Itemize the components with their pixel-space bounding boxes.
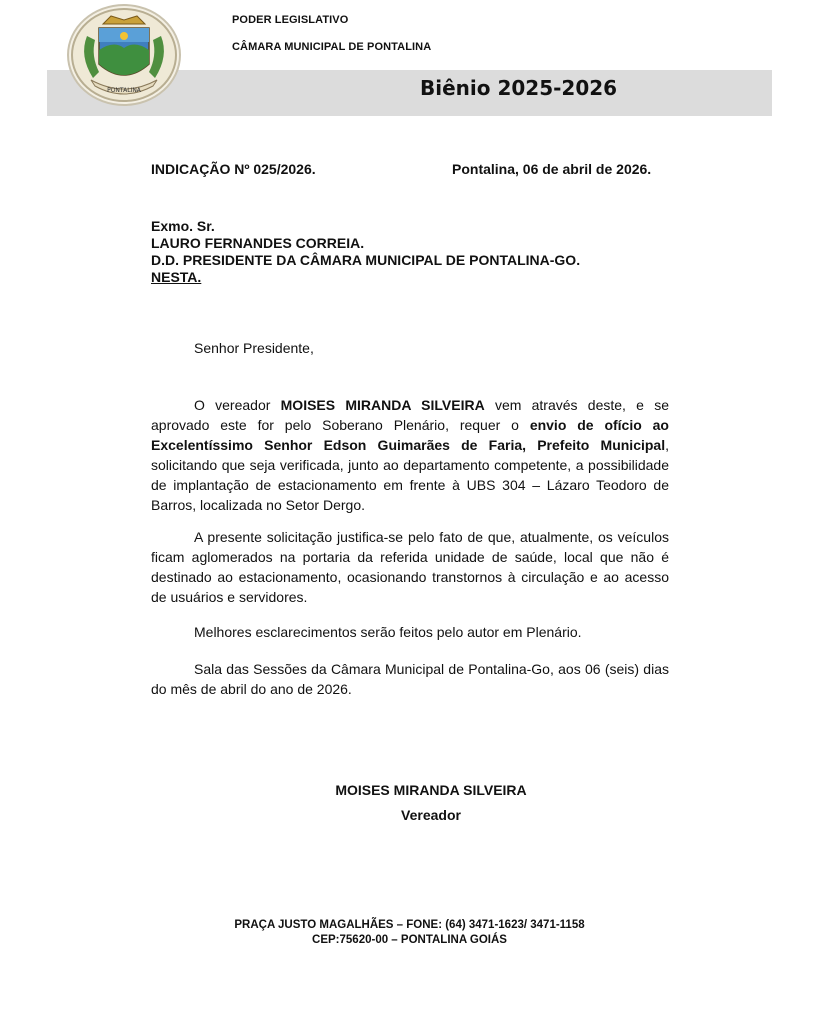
footer-address: PRAÇA JUSTO MAGALHÃES – FONE: (64) 3471-1623/ 3471-1158 — [234, 919, 585, 931]
p1-end: , solicitando que seja verificada, junto ao departamento competente, a possibilidade de implantação de estacionamento em frente à UBS 304 – Lázaro Teodoro de Barros, localizada no Setor Dergo. — [151, 437, 669, 513]
p1-request: envio de ofício ao Excelentíssimo Senhor Edson Guimarães de Faria, Prefeito Municipal — [151, 417, 669, 453]
addressee-name: LAURO FERNANDES CORREIA. — [151, 235, 365, 251]
footer-postal: CEP:75620-00 – PONTALINA GOIÁS — [312, 934, 507, 946]
paragraph-session: Sala das Sessões da Câmara Municipal de Pontalina-Go, aos 06 (seis) dias do mês de abril do ano de 2026. — [151, 661, 669, 697]
svg-text:PONTALINA: PONTALINA — [107, 87, 141, 94]
addressee-role: D.D. PRESIDENTE DA CÂMARA MUNICIPAL DE PONTALINA-GO. — [151, 252, 581, 268]
p1-author: MOISES MIRANDA SILVEIRA — [280, 397, 485, 413]
header-chamber: CÂMARA MUNICIPAL DE PONTALINA — [232, 41, 432, 53]
signature-name: MOISES MIRANDA SILVEIRA — [335, 782, 527, 798]
signature-title: Vereador — [401, 807, 461, 823]
addressee-block — [151, 218, 580, 286]
header-power: PODER LEGISLATIVO — [232, 14, 349, 26]
paragraph-justification: A presente solicitação justifica-se pelo fato de que, atualmente, os veículos ficam aglomerados na portaria da referida unidade de saúde, local que não é destinado ao estacionamento, ocasionando transtornos à circulação e ao acesso de usuários e servidores. — [151, 529, 669, 605]
municipal-seal-logo — [67, 4, 181, 106]
term-title: Biênio 2025-2026 — [420, 76, 618, 100]
addressee-salutation: Exmo. Sr. — [151, 218, 215, 234]
paragraph-clarification: Melhores esclarecimentos serão feitos pelo autor em Plenário. — [194, 624, 582, 640]
indication-number: INDICAÇÃO Nº 025/2026. — [151, 161, 316, 177]
coat-of-arms-icon — [69, 6, 179, 104]
greeting: Senhor Presidente, — [194, 340, 314, 356]
paragraph-request — [151, 395, 669, 515]
place-date: Pontalina, 06 de abril de 2026. — [452, 161, 652, 177]
addressee-location: NESTA. — [151, 269, 202, 285]
p1-intro: O vereador — [194, 397, 281, 413]
p1-middle: vem através deste, e se aprovado este for pelo Soberano Plenário, requer o — [151, 397, 669, 433]
